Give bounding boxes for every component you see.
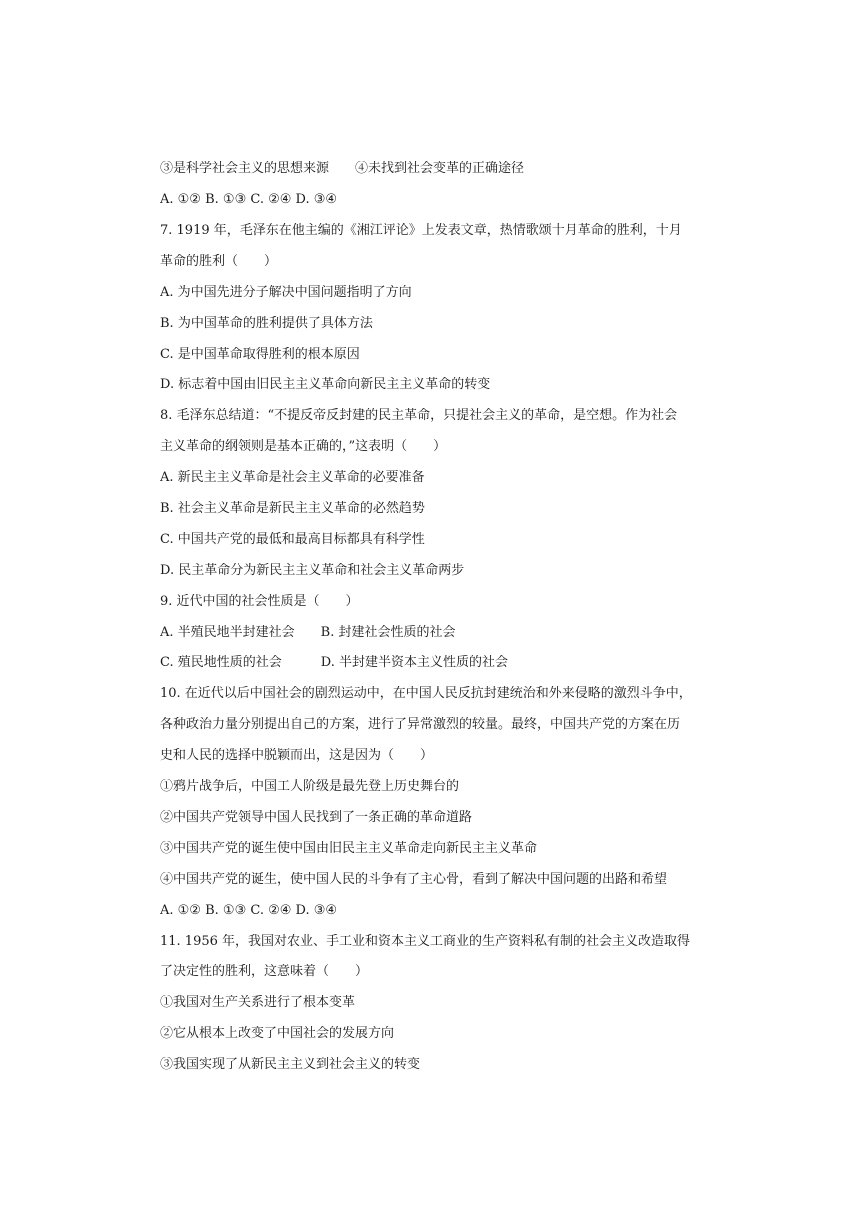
statement-1: ①我国对生产关系进行了根本变革 [160,995,356,1010]
question-7: 7. 1919 年，毛泽东在他主编的《湘江评论》上发表文章，热情歌颂十月革命的胜利，十月 [160,223,682,238]
statement-2: ②中国共产党领导中国人民找到了一条正确的革命道路 [160,810,473,825]
answer-options: A. ①② B. ①③ C. ②④ D. ③④ [160,903,338,918]
statement-4: ④中国共产党的诞生，使中国人民的斗争有了主心骨，看到了解决中国问题的出路和希望 [160,872,668,887]
question-8: 8. 毛泽东总结道：“不提反帝反封建的民主革命，只提社会主义的革命，是空想。作为社会 [160,408,678,423]
question-10: 10. 在近代以后中国社会的剧烈运动中，在中国人民反抗封建统治和外来侵略的激烈斗争中， [160,686,692,701]
option-c: C. 是中国革命取得胜利的根本原因 [160,347,360,362]
option-d: D. 民主革命分为新民主主义革命和社会主义革命两步 [160,563,465,578]
statement-1: ①鸦片战争后，中国工人阶级是最先登上历史舞台的 [160,779,460,794]
option-a: A. 新民主主义革命是社会主义革命的必要准备 [160,470,425,485]
statement-2: ②它从根本上改变了中国社会的发展方向 [160,1026,395,1041]
text-line: 史和人民的选择中脱颖而出，这是因为（ ） [160,748,434,763]
text-line: ③是科学社会主义的思想来源 ④未找到社会变革的正确途径 [160,161,525,176]
options-cd: C. 殖民地性质的社会 D. 半封建半资本主义性质的社会 [160,655,508,670]
answer-options: A. ①② B. ①③ C. ②④ D. ③④ [160,192,338,207]
text-line: 各种政治力量分别提出自己的方案，进行了异常激烈的较量。最终，中国共产党的方案在历 [160,717,681,732]
statement-3: ③中国共产党的诞生使中国由旧民主主义革命走向新民主主义革命 [160,841,538,856]
option-d: D. 标志着中国由旧民主主义革命向新民主主义革命的转变 [160,377,491,392]
option-a: A. 为中国先进分子解决中国问题指明了方向 [160,285,412,300]
option-b: B. 为中国革命的胜利提供了具体方法 [160,316,373,331]
question-9: 9. 近代中国的社会性质是（ ） [160,594,359,609]
option-b: B. 社会主义革命是新民主主义革命的必然趋势 [160,501,425,516]
statement-3: ③我国实现了从新民主主义到社会主义的转变 [160,1057,421,1072]
text-line: 革命的胜利（ ） [160,254,278,269]
text-line: 了决定性的胜利，这意味着（ ） [160,964,369,979]
text-line: 主义革命的纲领则是基本正确的，”这表明（ ） [160,439,447,454]
question-11: 11. 1956 年，我国对农业、手工业和资本主义工商业的生产资料私有制的社会主义改造取得 [160,934,691,949]
options-ab: A. 半殖民地半封建社会 B. 封建社会性质的社会 [160,625,456,640]
option-c: C. 中国共产党的最低和最高目标都具有科学性 [160,532,425,547]
